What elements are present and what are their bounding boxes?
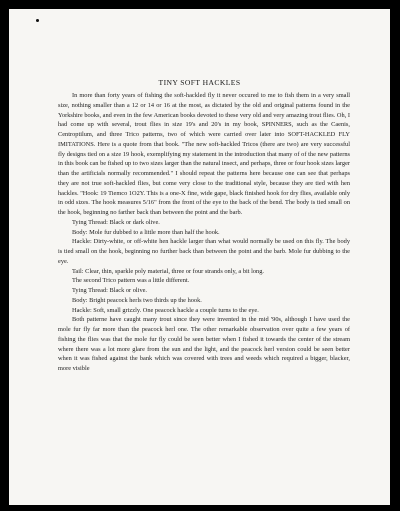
paragraph-second-pattern: The second Trico pattern was a little different.	[72, 277, 190, 285]
page-title: TINY SOFT HACKLES	[158, 78, 241, 87]
paragraph-intro: In more than forty years of fishing the soft-hackled fly it never occured to me to fish them in a very small size, nothing smaller than a 12 or 14 or 16 at the most, as dictated by the old and original patterns found in the Yorkshire books, and even in the few American books devoted to these very old and very amazing trout flies. Oh, I had come up with several, trout flies in size 19's and 20's in my book, SPINNERS, such as the Caenis, Centroptilum, and three Trico patterns, two of which were carried over later into SOFT-HACKLED FLY IMITATIONS. Here is a quote from that book. "The new soft-hackled Tricos (there are two) are very successful fly designs tied on a size 19 hook, exemplifying my statement in the introduction that many of of the new patterns in this book can be fished up to two sizes larger than the natural insect, and perhaps, three or four hook sizes larger than the artificials normally recommended." I should repeat the patterns here because one can see that perhaps they are not true soft-hackled flies, but come very close to the traditional style, because they are tied with hen hackles. "Hook: 19 Tiemco 1O2Y. This is a one-X fine, wide gape, black finished hook for dry flies, available only in odd sizes. The hook measures 5/16" from the front of the eye to the back of the bend. The body is tied small on the hook, beginning no farther back than between the point and the barb.	[58, 92, 350, 216]
paragraph-closing: Both patterne have caught many trout since they were invented in the mid '90s, although I have used the mole fur fly far more than the peacock herl one. The other remarkable observation over quite a few years of fishing the flies was that the mole fur fly could be seen better when I fished it towards the center of the stream where there was a lot more glare from the sun and the light, and the peacock herl version could be seen better when it was fished against the bank which was covered with trees and weeds which required a bigger, blacker, more visible	[58, 316, 350, 372]
document-page	[9, 9, 390, 505]
paragraph-hackle-2: Hackle: Soft, small grizzly. One peacock hackle a couple turns to the eye.	[72, 306, 259, 314]
paragraph-tying-thread-2: Tying Thread: Black or olive.	[72, 287, 148, 294]
paragraph-body-1: Body: Mole fur dubbed to a little more than half the hook.	[72, 228, 220, 236]
paragraph-tying-thread-1: Tying Thread: Black or dark olive.	[72, 218, 160, 226]
body-text	[58, 91, 350, 374]
paragraph-body-2: Body: Bright peacock herls two thirds up the hook.	[72, 296, 202, 304]
paragraph-hackle-1: Hackle: Dirty-white, or off-white hen hackle larger than what would normally be used on this fly. The body is tied small on the hook, beginning no further back than between the point and the barb. Mole fur dubbing to the eye.	[58, 238, 350, 265]
ink-speck	[36, 19, 39, 22]
paragraph-tail: Tail: Clear, thin, sparkle poly material, three or four strands only, a bit long.	[72, 267, 264, 275]
